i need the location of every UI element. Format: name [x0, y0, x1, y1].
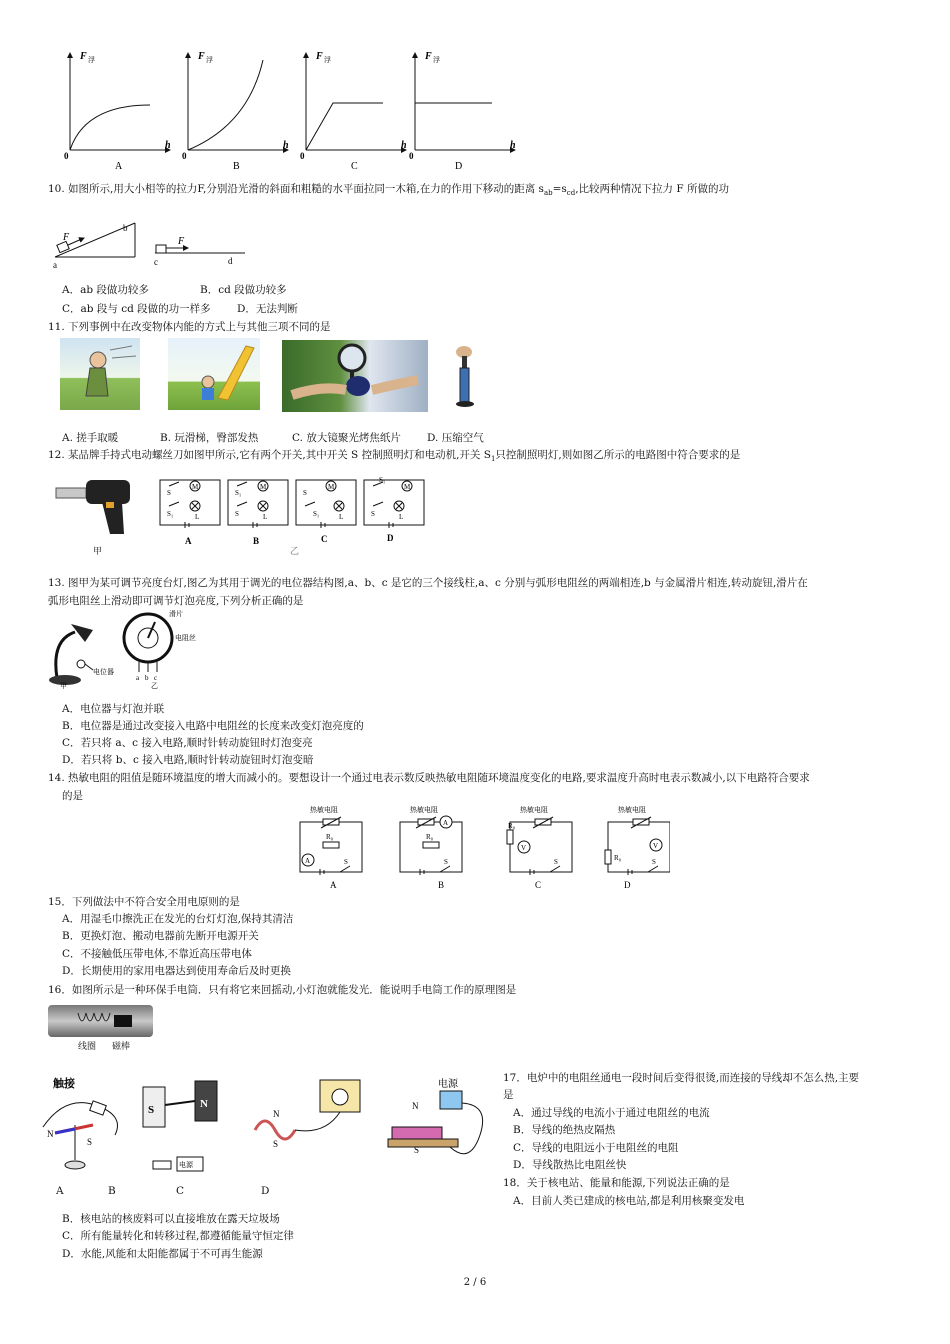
svg-text:V: V	[521, 844, 527, 852]
svg-text:C: C	[321, 534, 328, 544]
svg-text:S: S	[273, 1139, 279, 1149]
svg-text:A: A	[443, 819, 449, 827]
q15-option-c[interactable]: C．不接触低压带电体,不靠近高压带电体	[62, 948, 252, 960]
graph-label: A	[115, 161, 123, 172]
q16-label-a: A	[56, 1185, 64, 1197]
svg-text:S: S	[303, 489, 307, 497]
svg-text:电位器: 电位器	[93, 668, 114, 676]
axis-y-label: F	[80, 51, 87, 62]
q11-image-slide	[168, 338, 260, 410]
svg-text:R₀: R₀	[326, 833, 334, 841]
q16-fig-b	[143, 1081, 217, 1171]
svg-text:L: L	[195, 513, 200, 521]
svg-text:S: S	[371, 510, 375, 518]
q11-image-magnifier	[282, 340, 428, 412]
svg-text:热敏电阻: 热敏电阻	[310, 806, 338, 814]
svg-text:0: 0	[300, 151, 305, 161]
q10-figure	[50, 215, 250, 270]
q12-stem: 12. 某品牌手持式电动螺丝刀如图甲所示,它有两个开关,其中开关 S 控制照明灯和电动机,开关 $S_1$只控制照明灯,则如图乙所示的电路图中符合要求的是	[48, 449, 741, 464]
svg-text:N: N	[273, 1109, 280, 1119]
q13-stem-line2: 弧形电阻丝上滑动即可调节灯泡亮度,下列分析正确的是	[48, 595, 304, 607]
svg-text:N: N	[412, 1101, 419, 1111]
q15-option-a[interactable]: A．用湿毛巾擦洗正在发光的台灯灯泡,保持其清洁	[62, 913, 294, 925]
q17-stem-line2: 是	[503, 1089, 514, 1101]
q17-option-a[interactable]: A．通过导线的电流小于通过电阻丝的电流	[513, 1107, 710, 1119]
q14-circuits	[290, 800, 670, 892]
svg-text:F: F	[198, 51, 205, 62]
svg-text:S: S	[148, 1104, 155, 1116]
svg-text:h: h	[283, 140, 289, 151]
q13-option-a[interactable]: A．电位器与灯泡并联	[62, 703, 165, 715]
svg-text:R₀: R₀	[614, 854, 622, 862]
q9-graphs	[55, 45, 535, 175]
q16-fig-d	[388, 1077, 483, 1155]
svg-text:S₁: S₁	[379, 476, 386, 484]
svg-text:热敏电阻: 热敏电阻	[520, 806, 548, 814]
q15-stem: 15．下列做法中不符合安全用电原则的是	[48, 896, 240, 908]
svg-text:a: a	[136, 674, 140, 682]
svg-text:浮: 浮	[88, 56, 95, 64]
svg-text:M: M	[260, 483, 267, 491]
q17-option-b[interactable]: B．导线的绝热皮隔热	[513, 1124, 616, 1136]
graph-d	[409, 51, 516, 172]
q14-circuit-b	[400, 805, 462, 890]
svg-text:L: L	[399, 513, 404, 521]
svg-text:M: M	[192, 483, 199, 491]
svg-text:A: A	[305, 857, 311, 865]
graph-a	[64, 51, 171, 172]
svg-text:F: F	[63, 232, 70, 243]
svg-text:电源: 电源	[438, 1079, 458, 1090]
svg-text:L: L	[339, 513, 344, 521]
svg-text:F: F	[316, 51, 323, 62]
q13-option-d[interactable]: D．若只将 b、c 接入电路,顺时针转动旋钮时灯泡变暗	[62, 754, 314, 766]
graph-label: C	[351, 161, 358, 172]
q10-stem: 10. 如图所示,用大小相等的拉力F,分别沿光滑的斜面和粗糙的水平面拉同一木箱,在力的作用下移动的距离 $s_{ab}=s_{cd}$,比较两种情况下拉力 F 所做的功	[48, 183, 729, 198]
svg-text:电阻丝: 电阻丝	[175, 634, 196, 642]
q16-figures	[35, 1075, 500, 1195]
q16-label-d: D	[261, 1185, 270, 1197]
q13-option-b[interactable]: B．电位器是通过改变接入电路中电阻丝的长度来改变灯泡亮度的	[62, 720, 364, 732]
svg-text:R₀: R₀	[426, 833, 434, 841]
svg-text:h: h	[510, 140, 516, 151]
q17-stem-line1: 17．电炉中的电阻丝通电一段时间后变得很烫,而连接的导线却不怎么热,主要	[503, 1072, 860, 1084]
svg-text:M: M	[328, 483, 335, 491]
q14-circuit-a	[300, 805, 362, 890]
svg-text:浮: 浮	[206, 56, 213, 64]
q10-option-c[interactable]: C．ab 段与 cd 段做的功一样多	[62, 303, 211, 315]
svg-text:N: N	[47, 1129, 54, 1139]
svg-text:C: C	[535, 880, 542, 890]
svg-text:b: b	[145, 674, 149, 682]
svg-text:B: B	[253, 536, 260, 546]
svg-text:S: S	[444, 858, 448, 866]
graph-label: B	[233, 161, 240, 172]
q18-stem: 18．关于核电站、能量和能源,下列说法正确的是	[503, 1177, 730, 1189]
q16-label-coil: 线圈	[78, 1042, 97, 1052]
svg-text:d: d	[228, 256, 233, 266]
q17-option-c[interactable]: C．导线的电阻远小于电阻丝的电阻	[513, 1142, 679, 1154]
svg-text:c: c	[154, 674, 158, 682]
q17-option-d[interactable]: D．导线散热比电阻丝快	[513, 1159, 627, 1171]
q18-option-c[interactable]: C．所有能量转化和转移过程,都遵循能量守恒定律	[62, 1230, 294, 1242]
svg-text:浮: 浮	[433, 56, 440, 64]
q18-option-a[interactable]: A．目前人类已建成的核电站,都是利用核聚变发电	[513, 1195, 745, 1207]
svg-text:S: S	[344, 858, 348, 866]
q14-circuit-d	[605, 805, 670, 890]
svg-text:A: A	[185, 536, 192, 546]
q18-option-b[interactable]: B．核电站的核废料可以直接堆放在露天垃圾场	[62, 1213, 280, 1225]
page-number: 2 / 6	[463, 1277, 487, 1288]
q15-option-d[interactable]: D．长期使用的家用电器达到使用寿命后及时更换	[62, 965, 291, 977]
svg-text:F: F	[425, 51, 432, 62]
q11-image-pump	[450, 338, 486, 413]
svg-text:S: S	[235, 510, 239, 518]
svg-text:D: D	[387, 533, 394, 543]
q16-label-b: B	[108, 1185, 116, 1197]
svg-text:F: F	[178, 236, 185, 247]
q12-image-screwdriver	[50, 472, 140, 542]
svg-text:热敏电阻: 热敏电阻	[618, 806, 646, 814]
q11-image-rub-hands	[60, 338, 140, 410]
svg-text:电源: 电源	[179, 1161, 193, 1169]
svg-text:触接: 触接	[53, 1078, 75, 1090]
q10-option-a[interactable]: A．ab 段做功较多	[62, 284, 149, 296]
graph-c	[300, 51, 407, 172]
q11-caption-d: D. 压缩空气	[427, 432, 484, 444]
q16-image-flashlight	[48, 1005, 153, 1037]
graph-label: D	[455, 161, 463, 172]
q13-figure	[45, 610, 205, 690]
q14-stem-line1: 14. 热敏电阻的阻值是随环境温度的增大而减小的。要想设计一个通过电表示数反映热敏电阻随环境温度变化的电路,要求温度升高时电表示数减小,以下电路符合要求	[48, 772, 810, 784]
q11-caption-a: A. 搓手取暖	[62, 432, 119, 444]
svg-text:R₀: R₀	[508, 822, 516, 830]
q11-stem: 11. 下列事例中在改变物体内能的方式上与其他三项不同的是	[48, 321, 331, 333]
svg-text:S₁: S₁	[313, 510, 320, 518]
q14-stem-line2: 的是	[62, 790, 83, 802]
q11-caption-b: B. 玩滑梯，臀部发热	[160, 432, 259, 444]
svg-text:甲: 甲	[60, 682, 67, 690]
svg-text:A: A	[330, 880, 337, 890]
svg-text:热敏电阻: 热敏电阻	[410, 806, 438, 814]
svg-text:乙: 乙	[151, 682, 158, 690]
q16-fig-c	[255, 1080, 360, 1149]
svg-text:滑片: 滑片	[169, 610, 183, 618]
svg-text:0: 0	[182, 151, 187, 161]
svg-text:c: c	[154, 257, 158, 267]
svg-text:S: S	[554, 858, 558, 866]
svg-text:S₁: S₁	[235, 489, 242, 497]
q11-caption-c: C. 放大镜聚光烤焦纸片	[292, 432, 401, 444]
q10-option-d[interactable]: D．无法判断	[237, 303, 298, 315]
svg-text:h: h	[401, 140, 407, 151]
q16-stem: 16．如图所示是一种环保手电筒．只有将它来回摇动,小灯泡就能发光．能说明手电筒工作的原理图是	[48, 984, 517, 996]
q16-label-magnet: 磁棒	[112, 1042, 131, 1052]
svg-text:S: S	[414, 1145, 420, 1155]
svg-text:B: B	[438, 880, 445, 890]
svg-text:L: L	[263, 513, 268, 521]
q13-stem-line1: 13. 图甲为某可调节亮度台灯,图乙为其用于调光的电位器结构图,a、b、c 是它的三个接线柱,a、c 分别与弧形电阻丝的两端相连,b 与金属滑片相连,转动旋钮,滑片在	[48, 577, 808, 589]
q16-label-c: C	[176, 1185, 185, 1197]
q10-option-b[interactable]: B．cd 段做功较多	[200, 284, 287, 296]
svg-text:M: M	[404, 483, 411, 491]
svg-text:V: V	[653, 842, 659, 850]
svg-text:b: b	[123, 223, 128, 233]
svg-text:S: S	[167, 489, 171, 497]
q14-circuit-c	[507, 805, 572, 890]
q15-option-b[interactable]: B．更换灯泡、搬动电器前先断开电源开关	[62, 930, 259, 942]
svg-text:N: N	[200, 1098, 208, 1110]
q13-option-c[interactable]: C．若只将 a、c 接入电路,顺时针转动旋钮时灯泡变亮	[62, 737, 313, 749]
q12-circuits	[155, 472, 435, 552]
svg-text:0: 0	[64, 151, 69, 161]
q12-fig-label-yi: 乙	[290, 547, 300, 557]
q16-fig-a	[43, 1076, 118, 1169]
svg-text:a: a	[53, 260, 57, 270]
graph-b	[182, 51, 289, 172]
q12-fig-label-jia: 甲	[93, 547, 103, 557]
svg-text:S: S	[652, 858, 656, 866]
svg-text:S: S	[87, 1137, 93, 1147]
q18-option-d[interactable]: D．水能,风能和太阳能都属于不可再生能源	[62, 1248, 263, 1260]
svg-text:h: h	[165, 140, 171, 151]
svg-text:D: D	[624, 880, 631, 890]
svg-text:0: 0	[409, 151, 414, 161]
svg-text:浮: 浮	[324, 56, 331, 64]
svg-text:S₁: S₁	[167, 510, 174, 518]
